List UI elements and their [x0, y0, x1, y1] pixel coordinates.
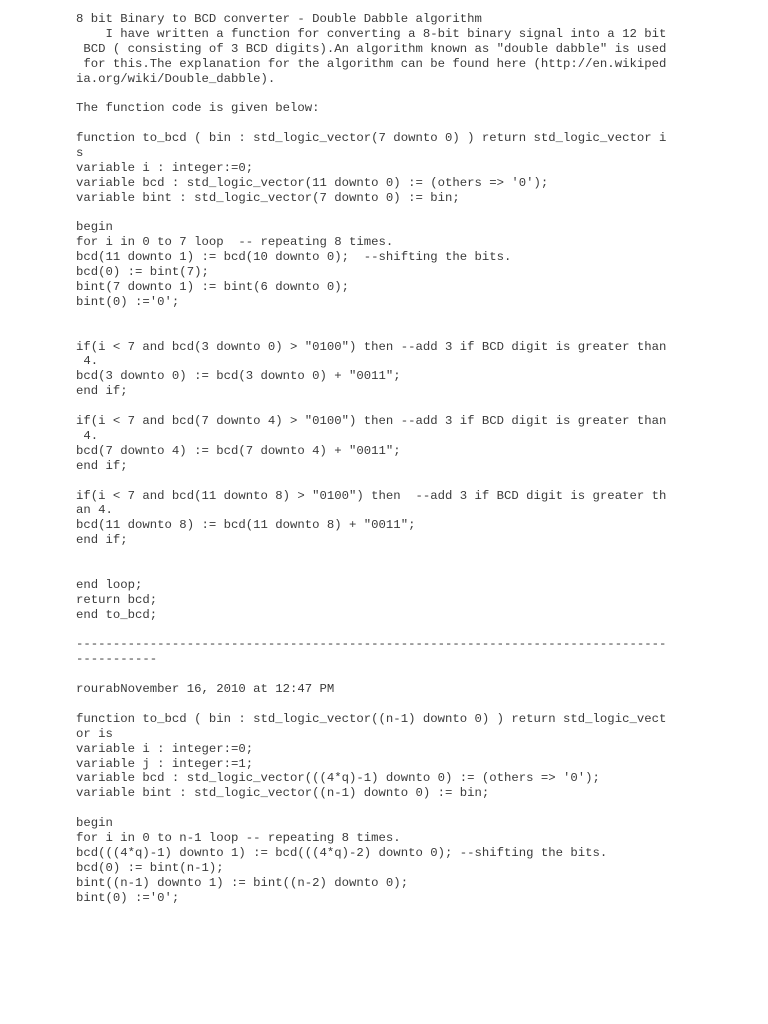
text-line — [76, 667, 676, 682]
text-line: 4. — [76, 428, 99, 443]
text-line: variable bcd : std_logic_vector(((4*q)-1) downto 0) := (others => '0'); — [76, 771, 600, 786]
text-line: ia.org/wiki/Double_dabble). — [76, 71, 276, 86]
text-line: end if; — [76, 533, 128, 548]
text-line: bcd(((4*q)-1) downto 1) := bcd(((4*q)-2) downto 0); --shifting the bits. — [76, 845, 608, 860]
text-line: variable j : integer:=1; — [76, 756, 254, 771]
text-line — [76, 697, 676, 712]
text-line: begin — [76, 816, 113, 831]
text-line: bint(7 downto 1) := bint(6 downto 0); — [76, 280, 350, 295]
text-line — [76, 325, 676, 340]
text-line: for i in 0 to n-1 loop -- repeating 8 times. — [76, 830, 401, 845]
text-line: return bcd; — [76, 592, 158, 607]
text-line: BCD ( consisting of 3 BCD digits).An algorithm known as "double dabble" is used — [76, 41, 667, 56]
text-line: ----------- — [76, 652, 158, 667]
text-line: 4. — [76, 354, 99, 369]
text-line — [76, 116, 676, 131]
text-line: variable bint : std_logic_vector(7 downto 0) := bin; — [76, 190, 460, 205]
text-line: for i in 0 to 7 loop -- repeating 8 times. — [76, 235, 394, 250]
document-page — [76, 12, 676, 905]
text-line — [76, 801, 676, 816]
text-line: end to_bcd; — [76, 607, 158, 622]
text-line: variable bcd : std_logic_vector(11 downto 0) := (others => '0'); — [76, 175, 549, 190]
text-line: variable bint : std_logic_vector((n-1) downto 0) := bin; — [76, 786, 490, 801]
text-line: variable i : integer:=0; — [76, 160, 254, 175]
text-line: I have written a function for converting a 8-bit binary signal into a 12 bit — [76, 26, 667, 41]
text-line — [76, 206, 676, 221]
text-line: bint(0) :='0'; — [76, 294, 180, 309]
text-line: if(i < 7 and bcd(11 downto 8) > "0100") then --add 3 if BCD digit is greater th — [76, 488, 667, 503]
text-line: bint(0) :='0'; — [76, 890, 180, 905]
text-line — [76, 548, 676, 563]
text-line: bcd(3 downto 0) := bcd(3 downto 0) + "0011"; — [76, 369, 401, 384]
text-line — [76, 623, 676, 638]
text-line: begin — [76, 220, 113, 235]
text-line: variable i : integer:=0; — [76, 741, 254, 756]
text-line: bint((n-1) downto 1) := bint((n-2) downto 0); — [76, 875, 409, 890]
text-line — [76, 563, 676, 578]
text-line: end loop; — [76, 577, 143, 592]
text-line: 8 bit Binary to BCD converter - Double Dabble algorithm — [76, 12, 482, 26]
text-line: or is — [76, 726, 113, 741]
text-line: bcd(0) := bint(7); — [76, 265, 209, 280]
text-line — [76, 86, 676, 101]
text-line: end if; — [76, 458, 128, 473]
text-line — [76, 310, 676, 325]
text-line: function to_bcd ( bin : std_logic_vector(7 downto 0) ) return std_logic_vector i — [76, 131, 667, 146]
text-line: if(i < 7 and bcd(3 downto 0) > "0100") then --add 3 if BCD digit is greater than — [76, 339, 667, 354]
text-line: an 4. — [76, 503, 113, 518]
text-line: rourabNovember 16, 2010 at 12:47 PM — [76, 682, 335, 697]
text-line: The function code is given below: — [76, 101, 320, 116]
text-line — [76, 399, 676, 414]
text-line: s — [76, 146, 84, 161]
text-line — [76, 474, 676, 489]
text-line: -------------------------------------------------------------------------------- — [76, 637, 667, 652]
text-line: bcd(11 downto 8) := bcd(11 downto 8) + "0011"; — [76, 518, 416, 533]
text-line: bcd(0) := bint(n-1); — [76, 860, 224, 875]
text-line: end if; — [76, 384, 128, 399]
text-line: for this.The explanation for the algorithm can be found here (http://en.wikiped — [76, 56, 667, 71]
text-line: bcd(11 downto 1) := bcd(10 downto 0); --shifting the bits. — [76, 250, 512, 265]
text-line: if(i < 7 and bcd(7 downto 4) > "0100") then --add 3 if BCD digit is greater than — [76, 414, 667, 429]
text-line: bcd(7 downto 4) := bcd(7 downto 4) + "0011"; — [76, 443, 401, 458]
text-line: function to_bcd ( bin : std_logic_vector((n-1) downto 0) ) return std_logic_vect — [76, 711, 667, 726]
